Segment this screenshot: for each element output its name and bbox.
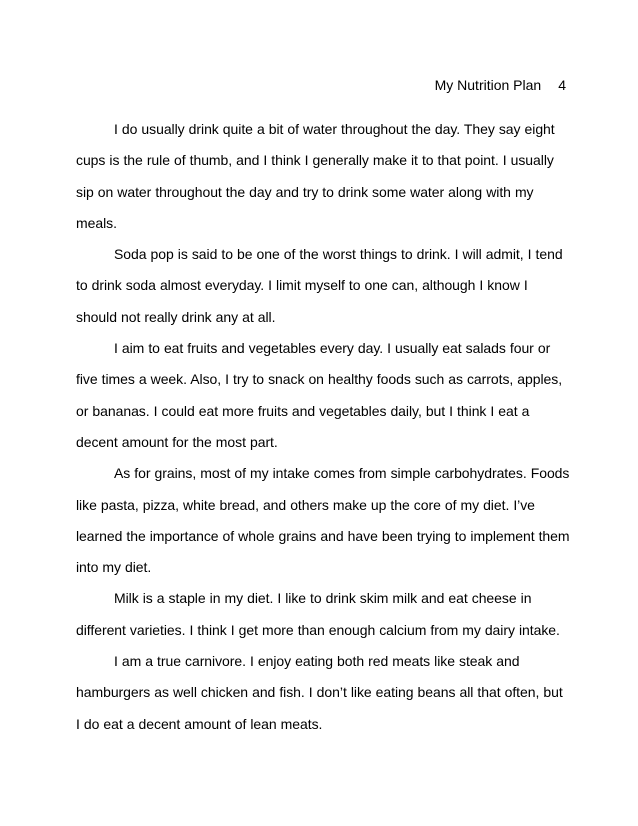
paragraph-soda: Soda pop is said to be one of the worst things to drink. I will admit, I tend to drink soda almost everyday. I limit myself to one can, although I know I should not really drink any at all. <box>76 246 563 325</box>
paragraph-grains: As for grains, most of my intake comes from simple carbohydrates. Foods like pasta, pizza, white bread, and others make up the core of my diet. I’ve learned the importance of whole grains and have been trying to implement them into my diet. <box>76 465 570 576</box>
page-number: 4 <box>558 77 566 93</box>
paragraph-dairy: Milk is a staple in my diet. I like to drink skim milk and eat cheese in different varieties. I think I get more than enough calcium from my dairy intake. <box>76 590 560 638</box>
body-text <box>76 114 570 740</box>
paragraph-meats: I am a true carnivore. I enjoy eating both red meats like steak and hamburgers as well chicken and fish. I don’t like eating beans all that often, but I do eat a decent amount of lean meats. <box>76 653 563 732</box>
running-header <box>435 76 566 94</box>
paragraph-fruits-vegetables: I aim to eat fruits and vegetables every day. I usually eat salads four or five times a week. Also, I try to snack on healthy foods such as carrots, apples, or bananas. I could eat more fruits and vegetables daily, but I think I eat a decent amount for the most part. <box>76 340 563 450</box>
paragraph-water: I do usually drink quite a bit of water throughout the day. They say eight cups is the rule of thumb, and I think I generally make it to that point. I usually sip on water throughout the day and try to drink some water along with my meals. <box>76 121 555 231</box>
header-title: My Nutrition Plan <box>434 77 542 93</box>
